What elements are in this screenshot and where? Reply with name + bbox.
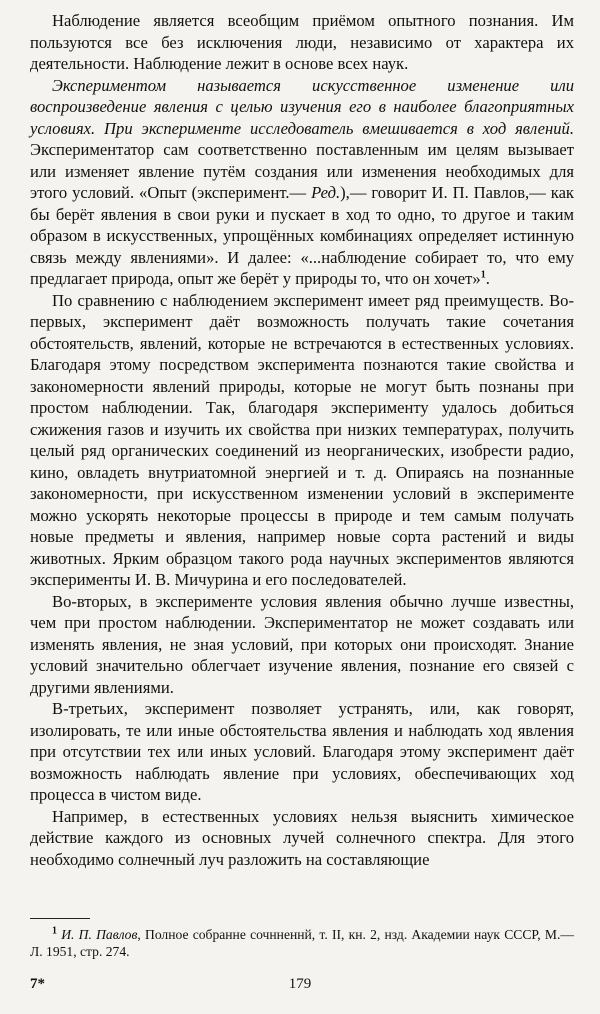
paragraph-second-advantage: Во-вторых, в эксперименте условия явления обычно лучше известны, чем при простом наблюдении. Экспериментатор не может создавать или изменять явления, не зная условий, при которых они происходят. Знание условий значительно облегчает изучение явления, познание его связей с другими явлениями.	[30, 591, 574, 697]
quote-end: .	[485, 269, 490, 288]
footnote-mark: 1	[52, 925, 57, 937]
editor-note: Ред.	[311, 183, 341, 202]
definition-italic: Экспериментом называется искусственное изменение или воспроизведение явления с целью изучения его в наиболее благоприятных условиях. При эксперименте исследователь вмешивается в ход явлений.	[30, 75, 574, 138]
page-number: 179	[288, 976, 312, 992]
definition-text: Экспериментатор сам соответственно поставленным им целям вызывает или изменяет явление путём создания или изменения необходимых для этого условий. «Опыт (эксперимент.—	[30, 140, 574, 202]
pavlov-quote: ),— говорит И. П. Павлов,— как бы берёт явления в свои руки и пускает в ход то одно, то другое и таким образом в искусственных, упрощённых комбинациях определяет истинную связь между явлениями». И далее: «...наблюдение собирает то, что ему предлагает природа, опыт же берёт у природы то, что он хочет»	[30, 183, 574, 288]
paragraph-third-advantage: В-третьих, эксперимент позволяет устранять, или, как говорят, изолировать, те или иные обстоятельства явления и наблюдать ход явления при отсутствии тех или иных условий. Благодаря этому эксперимент даёт возможность наблюдать явление при условиях, обеспечивающих ход процесса в чистом виде.	[30, 699, 574, 804]
footnote-reference: 1	[480, 269, 486, 281]
main-text	[30, 10, 574, 870]
footnote	[30, 926, 574, 960]
paragraph-experiment-definition	[30, 75, 574, 290]
footnote-divider	[30, 918, 90, 919]
footnote-text: , Полное собранне сочнненнй, т. II, кн. 2, нзд. Академии наук СССР, М.—Л. 1951, стр. 274.	[30, 927, 574, 959]
footnote-author: И. П. Павлов	[61, 927, 138, 942]
paragraph-observation: Наблюдение является всеобщим приёмом опытного познания. Им пользуются все без исключения люди, независимо от характера их деятельности. Наблюдение лежит в основе всех наук.	[30, 11, 574, 73]
paragraph-example: Например, в естественных условиях нельзя выяснить химическое действие каждого из основных лучей солнечного спектра. Для этого необходимо солнечный луч разложить на составляющие	[30, 806, 574, 869]
signature-mark: 7*	[30, 976, 45, 992]
paragraph-first-advantage: По сравнению с наблюдением эксперимент имеет ряд преимуществ. Во-первых, эксперимент даёт возможность получать такие сочетания обстоятельств, явлений, которые не встречаются в естественных условиях. Благодаря этому посредством эксперимента познаются такие свойства и закономерности явлений природы, которые не могут быть познаны при простом наблюдении. Так, благодаря эксперименту удалось добиться сжижения газов и изучить их свойства при низких температурах, получить целый ряд органических соединений из неорганических, изобрести радио, кино, овладеть внутриатомной энергией и т. д. Опираясь на познанные закономерности, при искусственном изменении условий в эксперименте можно ускорять некоторые процессы в природе и тем самым получать новые предметы и явления, например новые сорта растений и виды животных. Ярким образцом такого рода научных экспериментов являются эксперименты И. В. Мичурина и его последователей.	[30, 290, 574, 589]
